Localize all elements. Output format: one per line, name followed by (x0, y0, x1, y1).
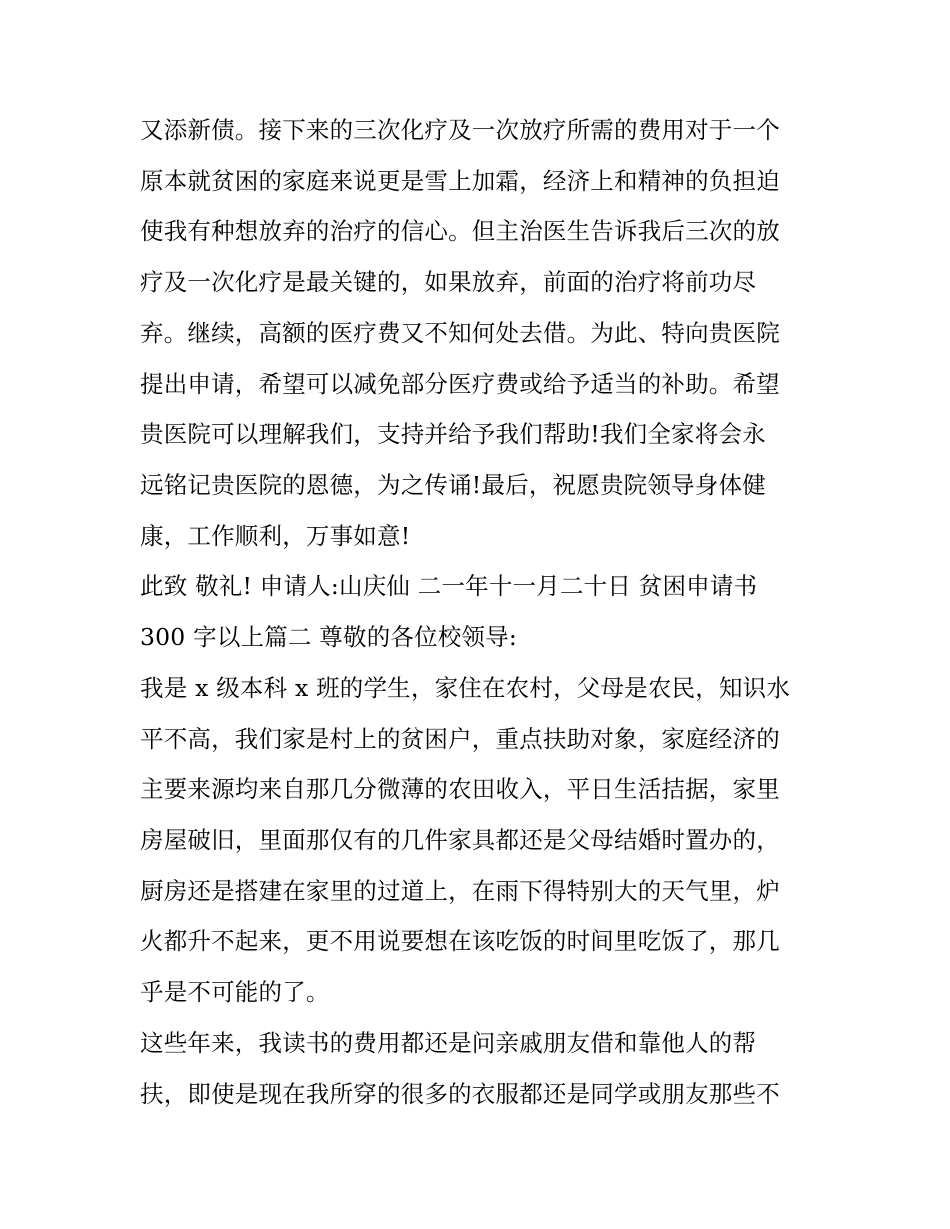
text-line: 乎是不可能的了。 (140, 978, 330, 1006)
text-line: 火都升不起来，更不用说要想在该吃饭的时间里吃饭了，那几 (140, 927, 780, 955)
text-line: 300 字以上篇二 尊敬的各位校领导: (140, 623, 518, 651)
text-line: 又添新债。接下来的三次化疗及一次放疗所需的费用对于一个 (140, 116, 780, 144)
text-line: 疗及一次化疗是最关键的，如果放弃，前面的治疗将前功尽 (140, 268, 757, 296)
text-line: 提出申请，希望可以减免部分医疗费或给予适当的补助。希望 (140, 370, 780, 398)
text-line: 康，工作顺利，万事如意! (140, 522, 411, 550)
text-line: 这些年来，我读书的费用都还是问亲戚朋友借和靠他人的帮 (140, 1029, 757, 1057)
text-line: 此致 敬礼! 申请人:山庆仙 二一年十一月二十日 贫困申请书 (140, 572, 758, 600)
text-line: 扶，即使是现在我所穿的很多的衣服都还是同学或朋友那些不 (140, 1080, 780, 1108)
text-line: 平不高，我们家是村上的贫困户，重点扶助对象，家庭经济的 (140, 725, 780, 753)
text-line: 原本就贫困的家庭来说更是雪上加霜，经济上和精神的负担迫 (140, 167, 780, 195)
text-line: 贵医院可以理解我们，支持并给予我们帮助!我们全家将会永 (140, 420, 766, 448)
text-line: 主要来源均来自那几分微薄的农田收入，平日生活拮据，家里 (140, 775, 780, 803)
text-line: 厨房还是搭建在家里的过道上，在雨下得特别大的天气里，炉 (140, 877, 780, 905)
text-line: 远铭记贵医院的恩德，为之传诵!最后，祝愿贵院领导身体健 (140, 471, 766, 499)
text-line: 房屋破旧，里面那仅有的几件家具都还是父母结婚时置办的， (140, 826, 780, 854)
text-line: 弃。继续，高额的医疗费又不知何处去借。为此、特向贵医院 (140, 319, 780, 347)
text-line: 使我有种想放弃的治疗的信心。但主治医生告诉我后三次的放 (140, 217, 780, 245)
text-line: 我是 x 级本科 x 班的学生，家住在农村，父母是农民，知识水 (140, 674, 791, 702)
